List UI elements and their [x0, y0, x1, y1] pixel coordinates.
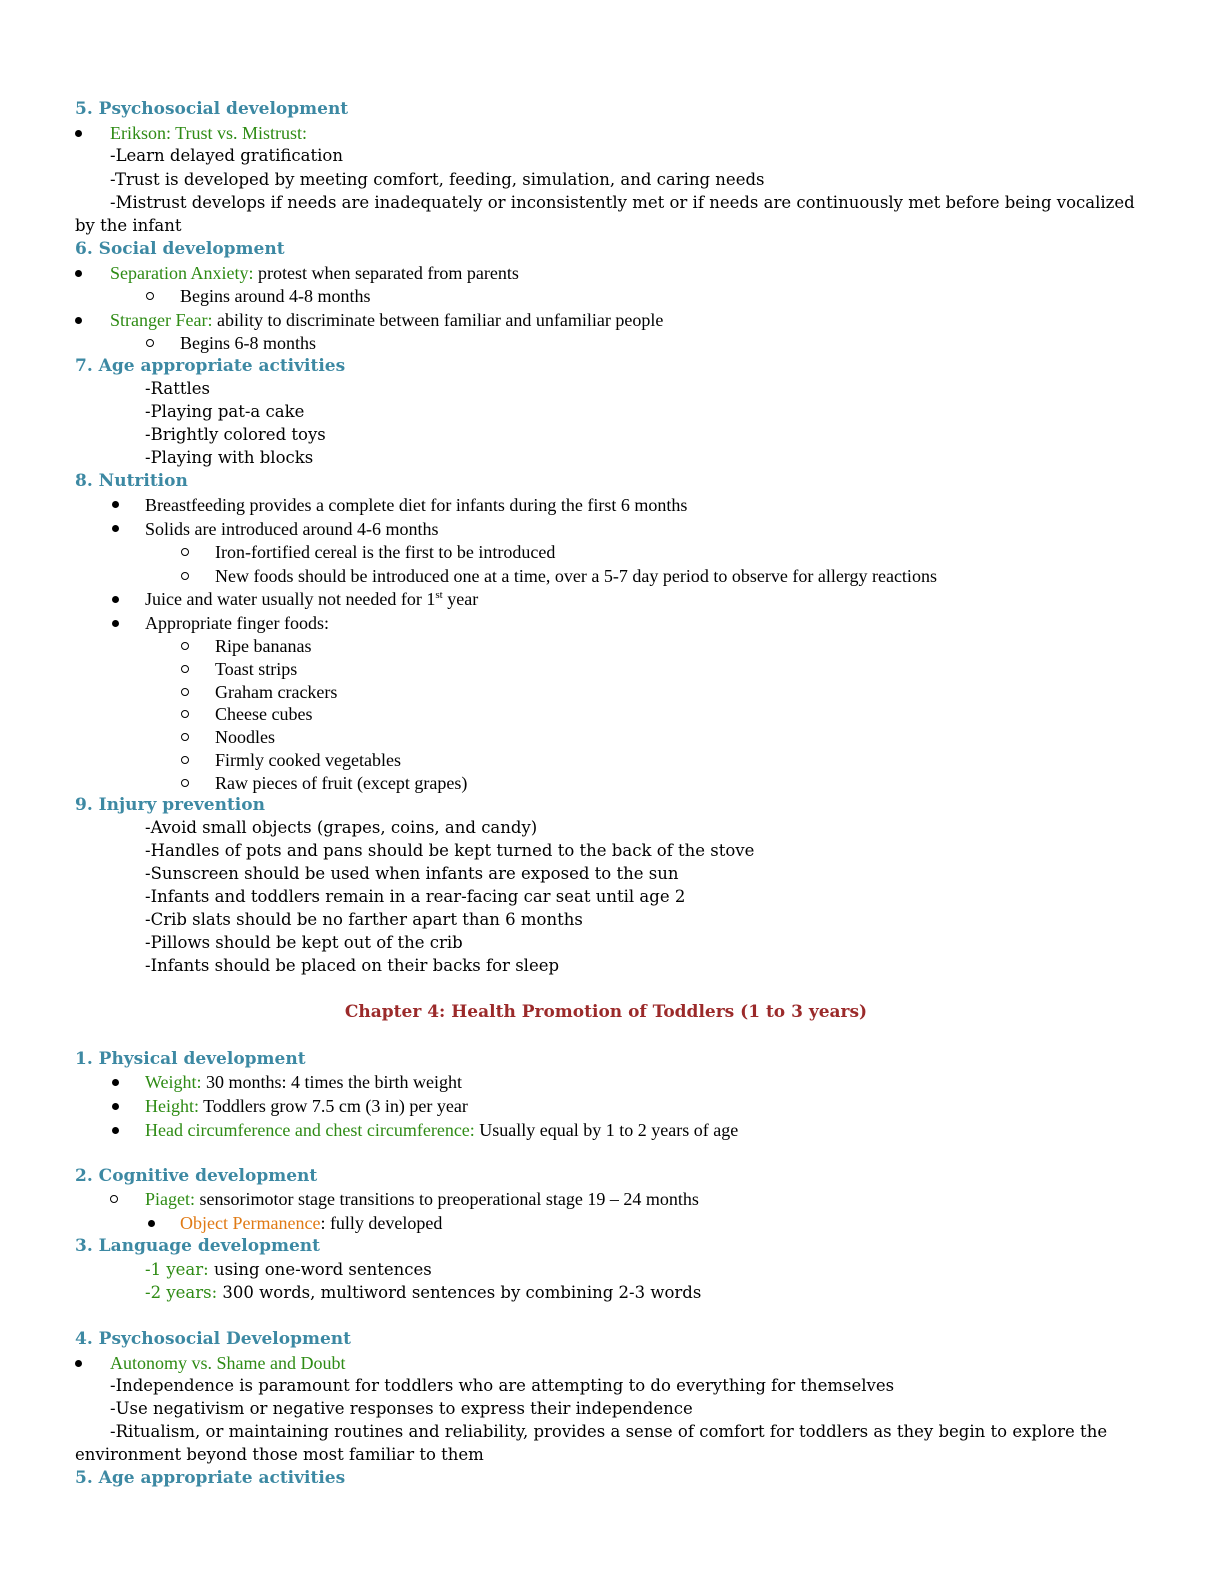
bullet-icon [148, 1220, 155, 1227]
bullet-icon [75, 130, 82, 137]
list-item: -Brightly colored toys [145, 425, 326, 444]
sub-bullet-icon [146, 292, 154, 300]
list-item: -Avoid small objects (grapes, coins, and candy) [145, 818, 538, 837]
bullet-line [145, 1119, 738, 1141]
sub-bullet-line: Begins around 4-8 months [180, 286, 371, 306]
bullet-line [145, 588, 478, 610]
sub-bullet-line: Iron-fortified cereal is the first to be introduced [215, 542, 556, 562]
bullet-icon [112, 1127, 119, 1134]
bullet-label: Erikson: Trust vs. Mistrust: [110, 123, 308, 143]
bullet-line [110, 262, 519, 284]
term-text: Toddlers grow 7.5 cm (3 in) per year [199, 1096, 468, 1116]
sub-bullet-icon [181, 572, 189, 580]
section-heading: 5. Age appropriate activities [75, 1468, 346, 1488]
sub-bullet-icon [181, 548, 189, 556]
bullet-icon [112, 1103, 119, 1110]
bullet-icon [112, 1079, 119, 1086]
body-line: -Learn delayed gratification [110, 146, 343, 165]
term-text: sensorimotor stage transitions to preoperational stage 19 – 24 months [195, 1189, 699, 1209]
section-heading: 6. Social development [75, 239, 285, 259]
bullet-icon [75, 270, 82, 277]
sub-bullet-line: Raw pieces of fruit (except grapes) [215, 773, 468, 793]
term-text: protest when separated from parents [253, 263, 519, 283]
bullet-line [180, 1212, 442, 1234]
sub-bullet-icon [181, 779, 189, 787]
chapter-title: Chapter 4: Health Promotion of Toddlers (1 to 3 years) [344, 1002, 868, 1022]
list-item: -Pillows should be kept out of the crib [145, 933, 463, 952]
sub-bullet-line: Ripe bananas [215, 636, 312, 656]
bullet-icon [75, 317, 82, 324]
body-line: -Ritualism, or maintaining routines and reliability, provides a sense of comfort for toddlers as they begin to explore the [110, 1422, 1108, 1441]
body-line: -Independence is paramount for toddlers who are attempting to do everything for themselves [110, 1376, 895, 1395]
term-text: ability to discriminate between familiar and unfamiliar people [212, 310, 664, 330]
body-line [145, 1259, 432, 1281]
term-text: Usually equal by 1 to 2 years of age [474, 1120, 739, 1140]
sub-bullet-icon [181, 688, 189, 696]
bullet-icon [75, 1360, 82, 1367]
term-label: -1 year: [145, 1260, 209, 1279]
bullet-line: Appropriate finger foods: [145, 613, 329, 633]
bullet-icon [112, 620, 119, 627]
bullet-line [110, 309, 663, 331]
list-item: -Crib slats should be no farther apart than 6 months [145, 910, 583, 929]
section-heading: 5. Psychosocial development [75, 99, 349, 119]
list-item: -Rattles [145, 379, 210, 398]
section-heading: 3. Language development [75, 1236, 320, 1256]
sub-bullet-line: New foods should be introduced one at a time, over a 5-7 day period to observe for allergy reactions [215, 566, 937, 586]
sub-bullet-icon [181, 756, 189, 764]
term-label: Head circumference and chest circumference: [145, 1120, 475, 1140]
sub-bullet-line: Noodles [215, 727, 275, 747]
body-line: -Mistrust develops if needs are inadequately or inconsistently met or if needs are continuously met before being vocalized [110, 193, 1135, 212]
term-label: Piaget: [145, 1189, 195, 1209]
body-line [145, 1282, 701, 1304]
term-label: Weight: [145, 1072, 202, 1092]
list-item: -Handles of pots and pans should be kept turned to the back of the stove [145, 841, 755, 860]
bullet-line [145, 1188, 699, 1210]
sub-bullet-icon [181, 733, 189, 741]
sub-bullet-line: Toast strips [215, 659, 298, 679]
bullet-text: year [442, 589, 479, 609]
list-item: -Playing with blocks [145, 448, 314, 467]
term-label: Separation Anxiety: [110, 263, 254, 283]
term-text: 300 words, multiword sentences by combining 2-3 words [217, 1283, 702, 1302]
section-heading: 4. Psychosocial Development [75, 1329, 352, 1349]
sub-bullet-icon [181, 642, 189, 650]
term-text: : fully developed [320, 1213, 443, 1233]
section-heading: 1. Physical development [75, 1049, 306, 1069]
term-label: -2 years: [145, 1283, 218, 1302]
body-line: -Use negativism or negative responses to express their independence [110, 1399, 693, 1418]
section-heading: 8. Nutrition [75, 471, 188, 491]
sub-bullet-icon [181, 710, 189, 718]
section-heading: 2. Cognitive development [75, 1166, 318, 1186]
sub-bullet-icon [181, 665, 189, 673]
sub-bullet-icon [146, 339, 154, 347]
term-text: using one-word sentences [208, 1260, 432, 1279]
bullet-icon [112, 525, 119, 532]
list-item: -Playing pat-a cake [145, 402, 305, 421]
section-heading: 9. Injury prevention [75, 795, 265, 815]
bullet-line: Breastfeeding provides a complete diet for infants during the first 6 months [145, 495, 688, 515]
body-line: environment beyond those most familiar to them [75, 1445, 484, 1464]
term-label: Object Permanence [180, 1213, 321, 1233]
body-line: by the infant [75, 216, 182, 235]
term-text: 30 months: 4 times the birth weight [201, 1072, 463, 1092]
body-line: -Trust is developed by meeting comfort, feeding, simulation, and caring needs [110, 170, 765, 189]
sub-bullet-line: Graham crackers [215, 682, 338, 702]
sub-bullet-line: Begins 6-8 months [180, 333, 317, 353]
list-item: -Infants and toddlers remain in a rear-facing car seat until age 2 [145, 887, 686, 906]
bullet-line: Solids are introduced around 4-6 months [145, 519, 439, 539]
list-item: -Sunscreen should be used when infants are exposed to the sun [145, 864, 679, 883]
section-heading: 7. Age appropriate activities [75, 356, 346, 376]
sub-bullet-line: Firmly cooked vegetables [215, 750, 401, 770]
bullet-text: Juice and water usually not needed for 1 [145, 589, 436, 609]
term-label: Stranger Fear: [110, 310, 213, 330]
sub-bullet-icon [110, 1195, 118, 1203]
sub-bullet-line: Cheese cubes [215, 704, 313, 724]
bullet-icon [112, 596, 119, 603]
term-label: Height: [145, 1096, 199, 1116]
bullet-label: Autonomy vs. Shame and Doubt [110, 1353, 346, 1373]
bullet-line [145, 1071, 462, 1093]
superscript: st [435, 589, 443, 601]
bullet-line [145, 1095, 468, 1117]
bullet-icon [112, 501, 119, 508]
list-item: -Infants should be placed on their backs for sleep [145, 956, 560, 975]
